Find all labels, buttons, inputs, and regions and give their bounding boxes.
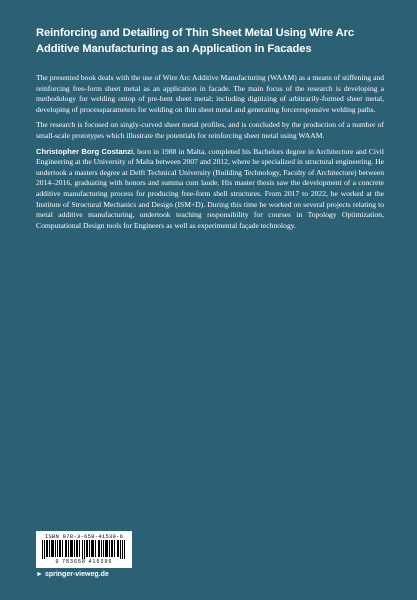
cover-text <box>36 73 384 236</box>
author-bio <box>36 147 384 232</box>
barcode-icon <box>40 540 128 559</box>
barcode-digits: 9 783658 415396 <box>55 559 113 565</box>
isbn-barcode <box>36 531 132 568</box>
publisher-website[interactable] <box>36 571 109 578</box>
isbn-label: ISBN 978-3-658-41539-6 <box>44 533 124 540</box>
book-title: Reinforcing and Detailing of Thin Sheet Metal Using Wire Arc Additive Manufacturing as an Application in Facades <box>36 27 354 55</box>
arrow-right-icon: ► <box>36 571 43 578</box>
author-bio-text: , born in 1988 in Malta, completed his Bachelors degree in Architecture and Civil Engineering at the University of Malta between 2007 and 2012, where he specialized in structural engineering. He undertook a masters degree at Delft Technical University (Building Technology, Faculty of Architecture) between 2014–2016, graduating with honors and summa cum laude. His master thesis saw the development of a concrete additive manufacturing process for producing free-form shell structures. From 2017 to 2022, he worked at the Institute of Structural Mechanics and Design (ISM+D). During this time he worked on several projects relating to metal additive manufacturing, undertook teaching responsibility for courses in Topology Optimization, Computational Design tools for Engineers as well as experimental façade technology. <box>36 146 384 230</box>
description-paragraph-2: The research is focused on singly-curved sheet metal profiles, and is concluded by the production of a number of small-scale prototypes which illustrate the potentials for reinforcing sheet metal using WAAM. <box>36 120 384 140</box>
website-link[interactable]: springer-vieweg.de <box>44 571 109 578</box>
author-name: Christopher Borg Costanzi <box>36 146 134 156</box>
description-paragraph-1: The presented book deals with the use of Wire Arc Additive Manufacturing (WAAM) as a means of stiffening and reinforcing free-form sheet metal as an application in facade. The main focus of the research is developing a methodology for welding ontop of pre-bent sheet metal; including digitizing of arbitrarily-formed sheet metal, developing of processparameters for welding on thin sheet metal and generating forceresponsive welding paths. <box>36 73 384 114</box>
